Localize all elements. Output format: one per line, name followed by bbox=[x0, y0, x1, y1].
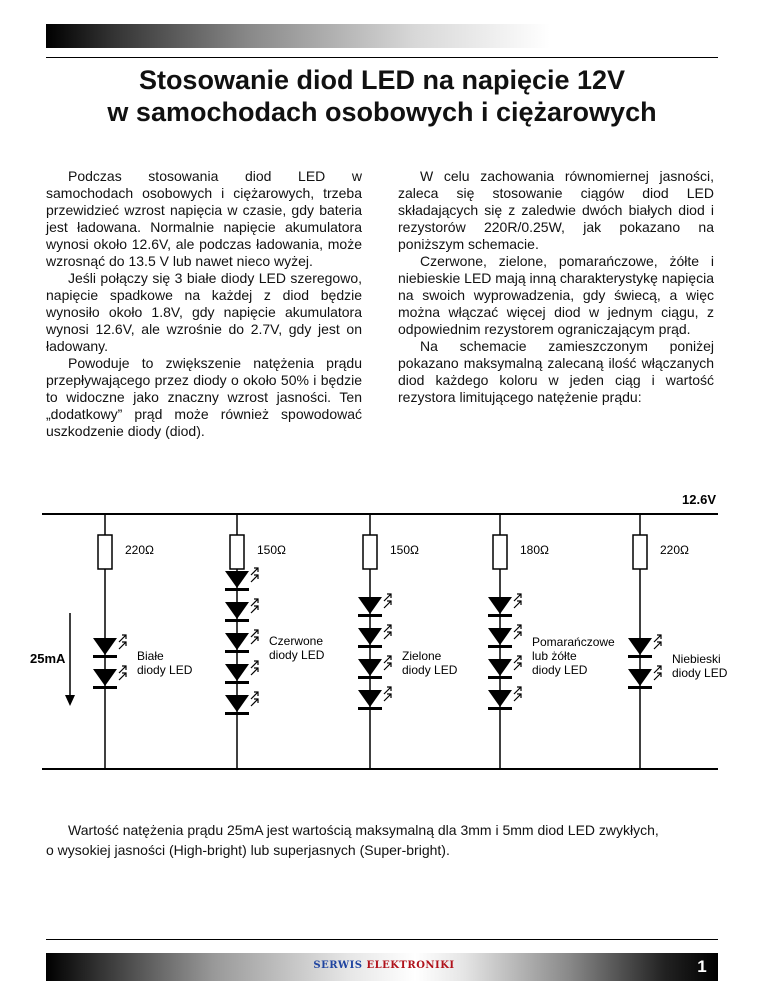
page-title bbox=[46, 64, 718, 128]
led-circuit-schematic bbox=[0, 480, 768, 780]
branch-label bbox=[402, 649, 458, 677]
page-number: 1 bbox=[697, 957, 707, 976]
led-branch bbox=[488, 514, 615, 769]
resistor-symbol bbox=[633, 535, 647, 569]
led-icon bbox=[225, 599, 258, 622]
brand-logo bbox=[0, 960, 768, 971]
resistor-value: 180Ω bbox=[520, 543, 549, 557]
led-branch bbox=[358, 514, 458, 769]
branch-label bbox=[672, 652, 728, 680]
resistor-value: 220Ω bbox=[660, 543, 689, 557]
branch-label bbox=[532, 635, 615, 677]
paragraph: Czerwone, zielone, pomarańczowe, żółte i niebieskie LED mają inną charakterystykę napięcia na swoich wyprowadzenia, gdy świecą, a więc można włączać więcej diod w jednym ciągu, z odpowiednim rezystorem ograniczającym prąd. bbox=[398, 253, 714, 337]
led-icon bbox=[225, 661, 258, 684]
header-rule bbox=[46, 57, 718, 58]
led-icon bbox=[628, 666, 661, 689]
branch-label-line: Czerwone bbox=[269, 634, 324, 648]
branch-label-line: Białe bbox=[137, 649, 164, 663]
led-icon bbox=[358, 687, 391, 710]
brand-part-2: ELEKTRONIKI bbox=[366, 960, 455, 971]
title-line-1: Stosowanie diod LED na napięcie 12V bbox=[138, 65, 626, 95]
led-icon bbox=[628, 635, 661, 658]
footnote-line-2: o wysokiej jasności (High-bright) lub superjasnych (Super-bright). bbox=[46, 842, 450, 858]
paragraph: Powoduje to zwiększenie natężenia prądu przepływającego przez diody o około 50% i będzie to widoczne jako znaczny wzrost jasności. Ten „dodatkowy” prąd może również spowodować uszkodzenie diody (diod). bbox=[46, 355, 362, 439]
current-label: 25mA bbox=[30, 651, 66, 666]
resistor-symbol bbox=[363, 535, 377, 569]
footnote bbox=[46, 820, 736, 860]
resistor-symbol bbox=[230, 535, 244, 569]
title-line-2: w samochodach osobowych i ciężarowych bbox=[107, 97, 657, 127]
branch-label-line: lub żółte bbox=[532, 649, 577, 663]
branch-label-line: diody LED bbox=[137, 663, 193, 677]
left-text-column bbox=[46, 168, 362, 440]
led-branch bbox=[225, 514, 325, 769]
paragraph: Podczas stosowania diod LED w samochodach osobowych i ciężarowych, trzeba przewidzieć wzrost napięcia w czasie, gdy bateria jest ładowana. Normalnie napięcie akumulatora wynosi około 12.6V, ale podczas ładowania, może wzrosnąć do 13.5 V lub nawet nieco wyżej. bbox=[46, 168, 362, 269]
brand-part-1: SERWIS bbox=[313, 960, 363, 971]
right-text-column bbox=[398, 168, 714, 406]
branch-label-line: diody LED bbox=[269, 648, 325, 662]
resistor-symbol bbox=[98, 535, 112, 569]
resistor-value: 150Ω bbox=[257, 543, 286, 557]
led-icon bbox=[93, 635, 126, 658]
led-icon bbox=[358, 656, 391, 679]
branch-label bbox=[269, 634, 325, 662]
led-branch bbox=[628, 514, 728, 769]
resistor-value: 150Ω bbox=[390, 543, 419, 557]
supply-voltage-label: 12.6V bbox=[682, 492, 716, 507]
branch-label-line: diody LED bbox=[402, 663, 458, 677]
led-icon bbox=[488, 656, 521, 679]
current-arrow-head bbox=[65, 695, 75, 706]
branch-label-line: diody LED bbox=[532, 663, 588, 677]
footnote-line-1: Wartość natężenia prądu 25mA jest wartością maksymalną dla 3mm i 5mm diod LED zwykłych, bbox=[68, 822, 659, 838]
led-icon bbox=[225, 692, 258, 715]
led-icon bbox=[488, 594, 521, 617]
led-icon bbox=[225, 568, 258, 591]
header-gradient-bar bbox=[46, 24, 718, 48]
resistor-value: 220Ω bbox=[125, 543, 154, 557]
branch-label bbox=[137, 649, 193, 677]
led-icon bbox=[488, 687, 521, 710]
branch-label-line: diody LED bbox=[672, 666, 728, 680]
paragraph: W celu zachowania równomiernej jasności, zaleca się stosowanie ciągów diod LED składających się z zaledwie dwóch białych diod i rezystorów 220R/0.25W, jak pokazano na poniższym schemacie. bbox=[398, 168, 714, 252]
led-icon bbox=[488, 625, 521, 648]
footer-rule bbox=[46, 939, 718, 940]
led-icon bbox=[358, 594, 391, 617]
branch-label-line: Zielone bbox=[402, 649, 442, 663]
branch-label-line: Niebieski bbox=[672, 652, 721, 666]
paragraph: Jeśli połączy się 3 białe diody LED szeregowo, napięcie spadkowe na każdej z diod będzie wynosiło około 1.8V, gdy napięcie akumulatora wynosi 12.6V, ale wzrośnie do 2.7V, gdy jest on ładowany. bbox=[46, 270, 362, 354]
led-icon bbox=[225, 630, 258, 653]
led-branch bbox=[93, 514, 193, 769]
led-icon bbox=[358, 625, 391, 648]
resistor-symbol bbox=[493, 535, 507, 569]
branch-label-line: Pomarańczowe bbox=[532, 635, 615, 649]
led-icon bbox=[93, 666, 126, 689]
paragraph: Na schemacie zamieszczonym poniżej pokazano maksymalną zalecaną ilość włączanych diod każdego koloru w jeden ciąg i wartość rezystora limitującego natężenie prądu: bbox=[398, 338, 714, 405]
